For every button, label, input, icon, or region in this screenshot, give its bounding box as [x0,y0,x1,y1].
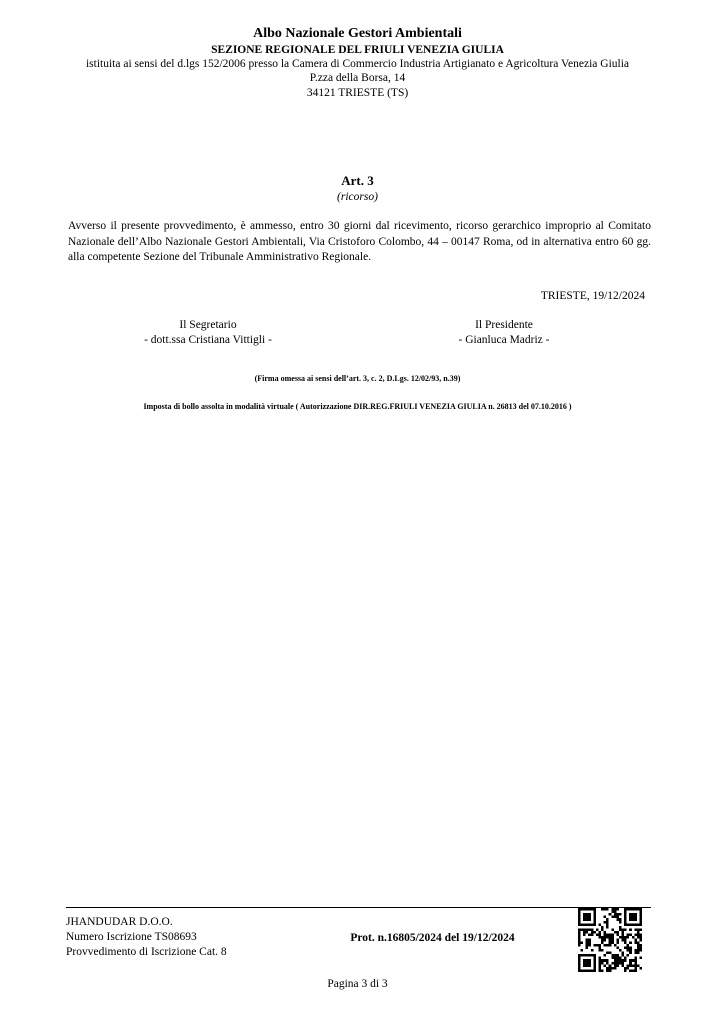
header-instituted: istituita ai sensi del d.lgs 152/2006 presso la Camera di Commercio Industria Artigianato e Agricoltura Venezia Giulia [85,58,630,70]
signature-omitted-note: (Firma omessa ai sensi dell’art. 3, c. 2, D.Lgs. 12/02/93, n.39) [254,374,461,383]
stamp-duty-note: Imposta di bollo assolta in modalità virtuale ( Autorizzazione DIR.REG.FRIULI VENEZIA GIULIA n. 26813 del 07.10.2016 ) [143,402,572,411]
secretary-signature-block [88,318,328,347]
header-title: Albo Nazionale Gestori Ambientali [253,26,462,41]
article-subtitle: (ricorso) [337,191,378,203]
footer-divider [66,907,651,908]
header-address: P.zza della Borsa, 14 [309,72,406,84]
secretary-role: Il Segretario [179,319,237,331]
qr-code-icon [578,908,642,972]
footer-measure: Provvedimento di Iscrizione Cat. 8 [66,946,227,958]
article-title: Art. 3 [341,173,374,188]
secretary-name: - dott.ssa Cristiana Vittigli - [144,333,272,346]
article-body: Avverso il presente provvedimento, è ammesso, entro 30 giorni dal ricevimento, ricorso gerarchico improprio al Comitato Nazionale dell’Albo Nazionale Gestori Ambientali, Via Cristoforo Colombo, 44 – 00147 Roma, od in alternativa entro 60 gg. alla competente Sezione del Tribunale Amministrativo Regionale. [68,220,651,263]
footer-registration: Numero Iscrizione TS08693 [66,931,197,943]
header-city: 34121 TRIESTE (TS) [306,87,409,99]
president-role: Il Presidente [475,319,533,331]
president-name: - Gianluca Madriz - [458,333,550,346]
page-number: Pagina 3 di 3 [327,978,388,990]
footer-company-block [66,915,306,960]
president-signature-block [384,318,624,347]
footer-protocol: Prot. n.16805/2024 del 19/12/2024 [350,932,515,944]
place-date: TRIESTE, 19/12/2024 [540,290,645,302]
footer-company-name: JHANDUDAR D.O.O. [66,916,173,928]
header-section: SEZIONE REGIONALE DEL FRIULI VENEZIA GIULIA [211,44,504,56]
